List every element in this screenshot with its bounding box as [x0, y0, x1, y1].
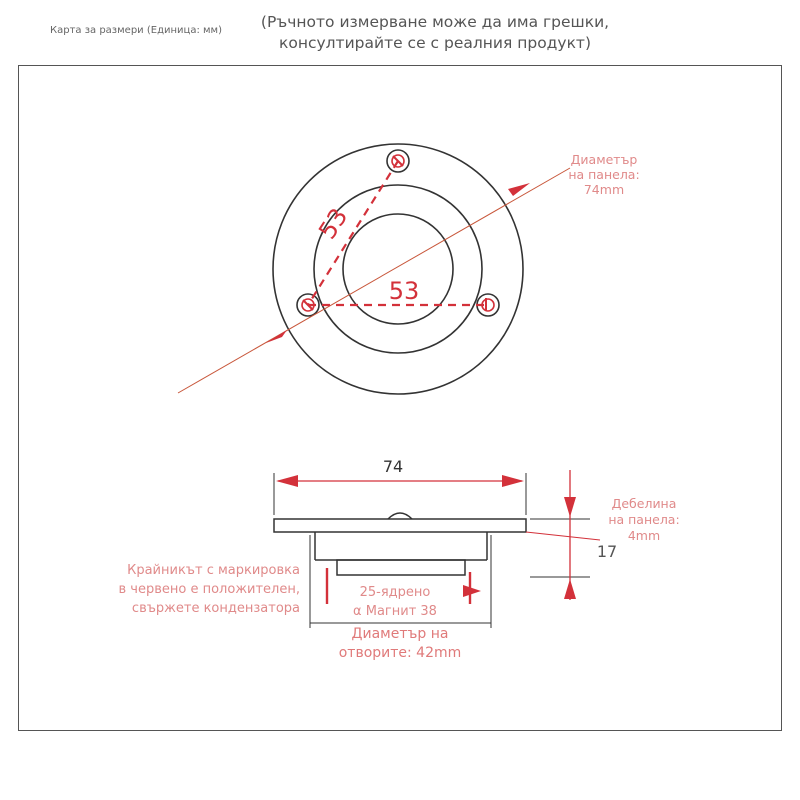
hole-spacing-horizontal-label: 53 [388, 277, 420, 305]
panel-thickness-label [608, 496, 679, 543]
warning-line-2: консултирайте се с реалния продукт) [278, 34, 592, 52]
hole-diameter-line-2: отворите: 42mm [338, 645, 462, 661]
width-label: 74 [382, 457, 404, 476]
dome-bump [388, 513, 412, 519]
core-label: 25-ядрено [359, 585, 431, 600]
warning-line-1: (Ръчното измерване може да има грешки, [260, 13, 610, 31]
inner-bore-circle [343, 214, 453, 324]
magnet-block [337, 560, 465, 575]
height-dimension [526, 470, 600, 600]
svg-text:4mm: 4mm [627, 528, 661, 543]
svg-text:на панела:: на панела: [608, 512, 680, 527]
units-caption: Карта за размери (Единица: мм) [50, 25, 222, 36]
width-dimension [274, 473, 526, 515]
polarity-note-line-1: Крайникът с маркировка [127, 563, 300, 578]
top-view [273, 144, 523, 394]
panel-diameter-line [178, 168, 570, 393]
polarity-note-line-2: в червено е положителен, [118, 582, 300, 597]
svg-text:Дебелина: Дебелина [611, 496, 677, 511]
hole-diameter-label [320, 625, 480, 663]
svg-text:74mm: 74mm [583, 182, 625, 197]
svg-text:на панела:: на панела: [568, 167, 640, 182]
magnet-spec [330, 583, 460, 621]
flange-plate [274, 519, 526, 532]
height-label: 17 [596, 542, 618, 561]
diameter-arrow-upper [508, 183, 530, 196]
svg-text:Диаметър: Диаметър [570, 152, 638, 167]
outer-flange-circle [273, 144, 523, 394]
side-profile [274, 513, 526, 575]
polarity-note [90, 561, 300, 618]
hole-diameter-line-1: Диаметър на [351, 626, 449, 642]
polarity-note-line-3: свържете кондензатора [131, 601, 300, 616]
terminal-arrow [463, 585, 481, 597]
hole-spacing-diagonal-label: 53 [313, 203, 354, 245]
panel-diameter-label [568, 152, 639, 197]
magnet-label: α Магнит 38 [353, 604, 437, 619]
